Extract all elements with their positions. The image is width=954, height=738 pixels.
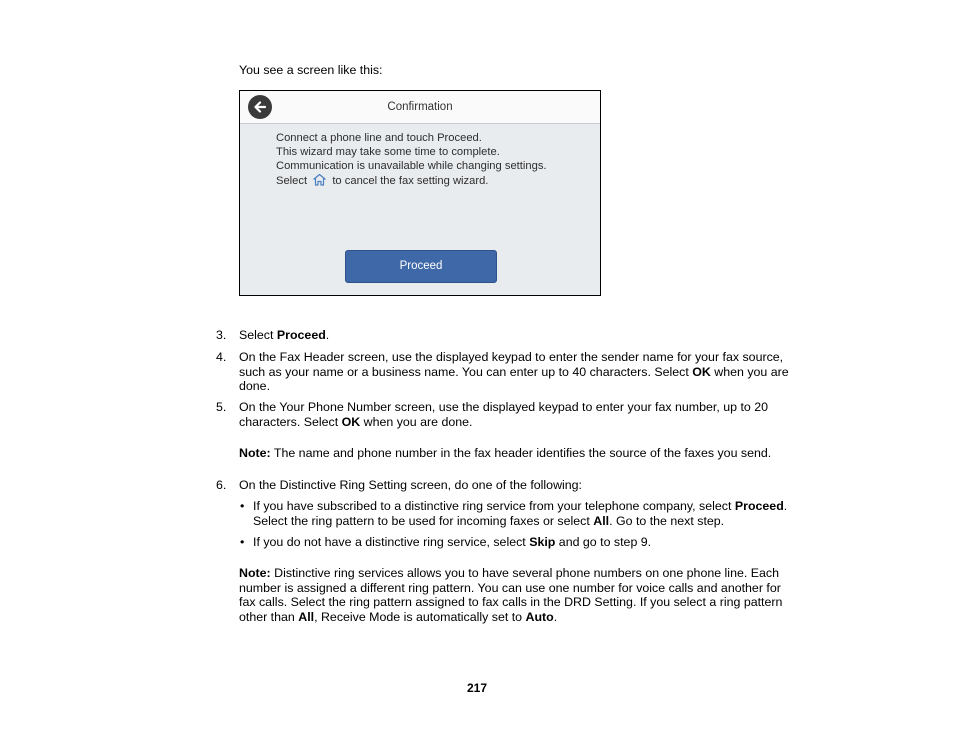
text-line: fax calls. Select the ring pattern assigned to fax calls in the DRD Setting. If you select a ring pattern — [239, 595, 783, 609]
text-run: and go to step 9. — [555, 535, 652, 549]
screen-title: Confirmation — [387, 101, 453, 113]
text-line — [253, 514, 843, 529]
text-run: characters. Select — [239, 414, 342, 429]
message-line — [276, 173, 547, 190]
message-line: This wizard may take some time to complete. — [276, 146, 500, 158]
text-run: . — [325, 328, 330, 342]
message-line: Connect a phone line and touch Proceed. — [276, 132, 482, 144]
note-label: Note: — [239, 566, 271, 580]
text-line: done. — [239, 379, 271, 393]
step-text — [239, 328, 839, 343]
text-line: On the Fax Header screen, use the displayed keypad to enter the sender name for your fax source, — [239, 350, 784, 364]
text-line: number is assigned a different ring pattern. You can use one number for voice calls and another for — [239, 580, 781, 595]
proceed-button[interactable]: Proceed — [345, 250, 497, 283]
note-text: The name and phone number in the fax header identifies the source of the faxes you send. — [270, 446, 772, 460]
text-line: On the Your Phone Number screen, use the displayed keypad to enter your fax number, up to 20 — [239, 400, 769, 414]
step-text — [239, 350, 839, 394]
bullet-mark: • — [240, 535, 245, 549]
text-run: If you do not have a distinctive ring service, select — [253, 535, 530, 549]
text-run: . — [783, 499, 788, 513]
text-line — [239, 566, 839, 581]
message-line: Communication is unavailable while changing settings. — [276, 160, 547, 172]
step-number: 4. — [216, 350, 227, 364]
note-label: Note: — [239, 446, 271, 460]
bold-term: Proceed — [734, 499, 784, 513]
text-run: . Go to the next step. — [609, 513, 725, 528]
bold-term: OK — [692, 364, 711, 379]
text-run: If you have subscribed to a distinctive ring service from your telephone company, select — [253, 499, 735, 513]
text-line — [239, 365, 839, 380]
bold-term: Proceed — [276, 328, 326, 342]
text-run: other than — [239, 609, 299, 624]
text-run: Distinctive ring services allows you to have several phone numbers on one phone line. Each — [270, 566, 779, 580]
select-prefix: Select — [276, 175, 308, 187]
text-line — [253, 499, 843, 514]
step-number: 5. — [216, 400, 227, 414]
text-run: Select — [239, 328, 277, 342]
page-number: 217 — [466, 681, 488, 695]
step-number: 6. — [216, 478, 227, 492]
bold-term: Skip — [529, 535, 556, 549]
confirmation-screen — [239, 90, 601, 296]
intro-text: You see a screen like this: — [239, 63, 383, 77]
text-run: when you are done. — [360, 414, 473, 429]
text-run: such as your name or a business name. You can enter up to 40 characters. Select — [239, 364, 693, 379]
note — [239, 566, 839, 624]
text-run: . — [553, 609, 558, 624]
text-run: Select the ring pattern to be used for incoming faxes or select — [253, 513, 594, 528]
bold-term: Auto — [525, 609, 554, 624]
home-icon — [312, 173, 327, 190]
text-run: , Receive Mode is automatically set to — [314, 609, 526, 624]
screen-message — [276, 131, 547, 190]
select-suffix: to cancel the fax setting wizard. — [332, 175, 489, 187]
text-run: when you are — [710, 364, 789, 379]
screen-header — [240, 91, 600, 124]
bullet-text — [253, 499, 843, 528]
text-line — [239, 415, 839, 430]
bullet-mark: • — [240, 499, 245, 513]
bullet-text — [253, 535, 843, 550]
bold-term: All — [593, 513, 610, 528]
step-text — [239, 400, 839, 429]
step-text: On the Distinctive Ring Setting screen, do one of the following: — [239, 478, 582, 492]
step-number: 3. — [216, 328, 227, 342]
bold-term: All — [298, 609, 315, 624]
note — [239, 446, 839, 461]
text-line — [239, 610, 839, 625]
bold-term: OK — [341, 414, 361, 429]
